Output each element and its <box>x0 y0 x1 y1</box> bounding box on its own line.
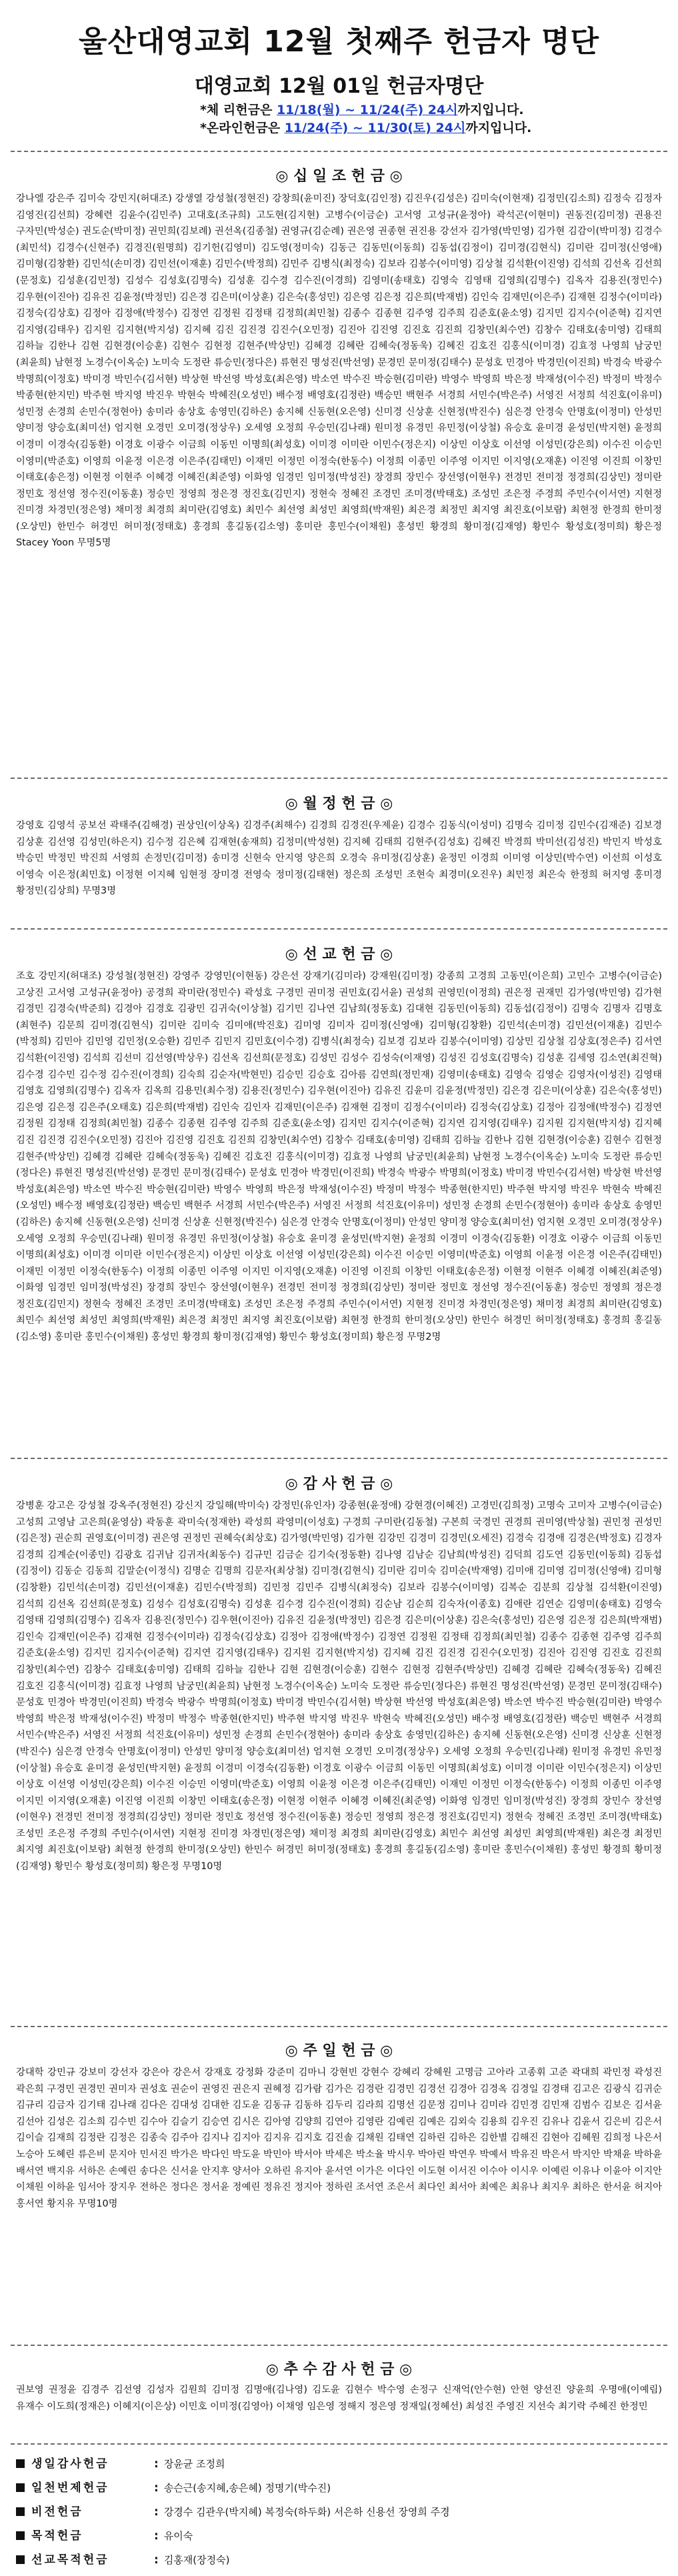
thanks-heading: ◎ 감 사 헌 금 ◎ <box>285 1476 393 1492</box>
divider <box>11 928 667 930</box>
tithe-heading: ◎ 십 일 조 헌 금 ◎ <box>275 168 403 185</box>
square-bullet-icon <box>16 2483 25 2492</box>
summary-label: 생일감사헌금 <box>31 2457 109 2471</box>
online-period-range: 11/24(주) ~ 11/30(토) 24시 <box>284 121 466 135</box>
summary-names: 김홍재(장정숙) <box>163 2554 230 2566</box>
deposit-period-line <box>200 100 524 118</box>
divider <box>11 2345 667 2346</box>
autumn-thanks-names: 권보영 권정윤 김경주 김선영 김성자 김원희 김미정 김명애(김나영) 김도윤 김현수 박수영 손정구 신재억(안수현) 안현 양선진 양윤희 우명애(이예림) 유재수 이도희(정재은) 이혜지(이은상) 이민호 이미정(김영아) 이채영 임은영 정해지 정은영 정재일(정혜선) 최성진 주영진 지선숙 최기락 주혜진 한정민 <box>16 2385 662 2412</box>
summary-row-thousand: 일천번제헌금 : 송슨근(송지혜,송은혜) 정명기(박수진) <box>16 2478 662 2495</box>
summary-names: 장윤균 조정희 <box>163 2458 225 2470</box>
monthly-names: 강영호 김영석 공보선 곽태주(김해경) 권상인(이상옥) 김경주(최해수) 김경희 김경진(우제윤) 김경수 김동식(이성미) 김명숙 김미정 김민수(김재준) 김보경 김상훈 김선영 김성민(하은지) 김수정 김은혜 김재현(송재희) 김정미(박성현) 김지혜 김태희 김현주(김성호) 김혜진 박경희 박미선(김성진) 박민지 박성호 박승민 박정민 박진희 서영희 손정민(김미정) 송미경 신현숙 안지영 양은희 오경숙 유미정(김상훈) 윤정민 이경희 이미영 이상민(박수연) 이선희 이성호 이영숙 이은정(최민호) 이정현 이지혜 임현정 장미경 전영숙 정미정(김태현) 정은희 조성민 조현숙 최경미(오진우) 최민정 최은숙 한정희 허지영 홍미경 황정민(김상희) 무명3명 <box>16 820 662 897</box>
summary-label: 비전헌금 <box>31 2505 83 2519</box>
square-bullet-icon <box>16 2459 25 2468</box>
online-period-prefix: *온라인헌금은 <box>200 121 285 135</box>
divider <box>11 151 667 152</box>
autumn-thanks-heading: ◎ 추 수 감 사 헌 금 ◎ <box>265 2361 413 2378</box>
mission-names: 조호 강민지(허대조) 강성철(정현진) 강영주 강영민(이현동) 강은선 강재기(김미라) 강재원(김미정) 강종희 고경희 고동민(이은희) 고민수 고병수(이금순) 고상진 고서영 고성규(윤정아) 공경희 곽미란(정민수) 곽성호 구경민 권미정 권민호(김서윤) 권성희 권영민(이정희) 권은정 권재민 김가영(박민영) 김가현 김경민 김경숙(박준희) 김경아 김경호 김광민 김귀숙(이상철) 김기민 김나연 김남희(정동호) 김대현 김동민(이동희) 김동섭(김정이) 김명숙 김명자 김명호(최현주) 김문희 김미경(김현식) 김미란 김미숙 김미애(박진호) 김미영 김미자 김미정(신영애) 김미형(김창환) 김민석(손미경) 김민선(이재훈) 김민수(박정희) 김민아 김민영 김민정(오승환) 김민주 김민지 김민호(이수경) 김병식(최정숙) 김보경 김보라 김봉수(이미영) 김상민 김상철 김상호(정은주) 김서연 김석환(이진영) 김석희 김선미 김선영(박상우) 김선옥 김선희(문정호) 김성민 김성수 김성숙(이재영) 김성진 김성호(김명숙) 김성훈 김세영 김소연(최진혁) 김수경 김수민 김수정 김수진(이경희) 김숙희 김순자(박현민) 김승민 김승호 김아름 김연희(정민재) 김영미(송태호) 김영숙 김영순 김영자(이성진) 김영태 김영호 김영희(김명수) 김옥자 김옥희 김용민(최수정) 김용진(정민수) 김우현(이진아) 김유진 김윤미 김윤정(박정민) 김은경 김은미(이상훈) 김은숙(홍성민) 김은영 김은정 김은주(오태호) 김은희(박재범) 김인숙 김인자 김재민(이은주) 김재현 김정미 김정수(이미라) 김정숙(김상호) 김정아 김정애(박정수) 김정연 김정원 김정태 김정희(최민철) 김종수 김종현 김주영 김주희 김준호(윤소영) 김지민 김지수(이준혁) 김지연 김지영(김태우) 김지원 김지현(박지성) 김지혜 김진 김진경 김진수(오민정) 김진아 김진영 김진호 김진희 김창민(최수연) 김창수 김태호(송미영) 김태희 김하늘 김한나 김현 김현경(이승훈) 김현수 김현정 김현주(박상민) 김혜경 김혜란 김혜숙(정동욱) 김혜진 김호진 김홍식(이미경) 김효정 나영희 남궁민(최윤희) 남현정 노경수(이옥순) 노미숙 도정란 류승민(정다은) 류현진 명성진(박선영) 문경민 문미정(김태수) 문성호 민경아 박경민(이진희) 박경숙 박광수 박명희(이정호) 박미경 박민수(김서현) 박상현 박선영 박성호(최은영) 박소연 박수진 박승현(김미란) 박영수 박영희 박은정 박재성(이수진) 박정미 박정수 박종현(한지민) 박주현 박지영 박진우 박현숙 박혜진(오성민) 배수정 배영호(김정란) 백승민 백현주 서경희 서민수(박은주) 서영진 서정희 석진호(이유미) 성민정 손경희 손민수(정현아) 송미라 송상호 송영민(김하은) 송지혜 신동현(오은영) 신미경 신상훈 신현정(박진수) 심은경 안경숙 안명호(이정미) 안성민 양미정 양승호(최미선) 엄지현 오경민 오미경(정상우) 오세영 오정희 우승민(김나래) 원미정 유경민 유민정(이상철) 유승호 윤미경 윤성민(박지현) 윤정희 이경미 이경숙(김동환) 이경호 이광수 이금희 이동민 이명희(최성호) 이미경 이미란 이민수(정은지) 이상민 이상호 이선영 이성민(강은희) 이수진 이승민 이영미(박준호) 이영희 이윤정 이은경 이은주(김태민) 이재민 이정민 이정숙(한동수) 이정희 이종민 이주영 이지민 이지영(오재훈) 이진영 이진희 이창민 이태호(송은정) 이현정 이현주 이혜경 이혜진(최준영) 이화영 임경민 임미정(박성진) 장경희 장민수 장선영(이현우) 전경민 전미정 정경희(김상민) 정미란 정민호 정선영 정수진(이동훈) 정승민 정영희 정은경 정진호(김민지) 정현숙 정혜진 조경민 조미경(박태호) 조성민 조은정 주경희 주민수(이서연) 지현정 진미경 차경민(정은영) 채미정 최경희 최미란(김영호) 최민수 최선영 최성민 최영희(박재원) 최은경 최정민 최지영 최진호(이보람) 최현정 한경희 한미정(오상민) 한민수 허경민 허미정(정태호) 홍경희 홍길동(김소영) 홍미란 홍민수(이채원) 홍성민 황경희 황미정(김재영) 황민수 황성호(정미희) 황은정 무명2명 <box>16 971 662 1343</box>
deposit-period-range: 11/18(월) ~ 11/24(주) 24시 <box>276 103 458 117</box>
deposit-period-suffix: 까지입니다. <box>457 103 524 117</box>
divider <box>11 2026 667 2027</box>
divider <box>11 778 667 779</box>
summary-names: 강경수 김관우(박지혜) 복정숙(하두화) 서은하 신용선 장영희 주경 <box>163 2506 450 2518</box>
square-bullet-icon <box>16 2555 25 2564</box>
summary-label: 목적헌금 <box>31 2529 83 2543</box>
tithe-names: 강나엘 강은주 김미숙 강민지(허대조) 강생열 강성철(정현진) 강창희(윤미진) 장덕호(김인정) 김진우(김성은) 김미숙(이현재) 김정민(김소희) 김정숙 김정자 김영진(김선희) 강혜련 김윤수(김민주) 고대호(조규희) 고도현(김지현) 고병수(이금순) 고서영 고성규(윤정아) 곽석곤(이현미) 권동진(김미정) 권용진 구자민(박성순) 권도순(박미정) 권민희(김보례) 권선옥(김종철) 권영규(김순례) 권은영 권종현 권진용 강선자 김가영(박민영) 김가현 김감이(박미정) 김경수(최민석) 김경수(신현주) 김경진(원명희) 김기헌(김영미) 김도영(정미숙) 김동근 김동민(이동희) 김동섭(김정이) 김미경(김현식) 김미란 김미정(신영애) 김미형(김창환) 김민석(손미경) 김민선(이재훈) 김민수(박정희) 김민주 김병식(최정숙) 김보라 김봉수(이미영) 김상철 김석환(이진영) 김석희 김선옥 김선희(문정호) 김성훈(김민정) 김성수 김성호(김명숙) 김성훈 김수경 김수진(이경희) 김영미(송태호) 김영숙 김영태 김영희(김명수) 김옥자 김용진(정민수) 김우현(이진아) 김유진 김윤정(박정민) 김은경 김은미(이상훈) 김은숙(홍성민) 김은영 김은정 김은희(박재범) 김인숙 김재민(이은주) 김재현 김정수(이미라) 김정숙(김상호) 김정아 김정애(박정수) 김정연 김정원 김정태 김정희(최민철) 김종수 김종현 김주영 김주희 김준호(윤소영) 김지민 김지수(이준혁) 김지연 김지영(김태우) 김지원 김지현(박지성) 김지혜 김진 김진경 김진수(오민정) 김진아 김진영 김진호 김진희 김창민(최수연) 김창수 김태호(송미영) 김태희 김하늘 김한나 김현 김현경(이승훈) 김현수 김현정 김현주(박상민) 김혜경 김혜란 김혜숙(정동욱) 김혜진 김호진 김홍식(이미경) 김효정 나영희 남궁민(최윤희) 남현정 노경수(이옥순) 노미숙 도정란 류승민(정다은) 류현진 명성진(박선영) 문경민 문미정(김태수) 문성호 민경아 박경민(이진희) 박경숙 박광수 박명희(이정호) 박미경 박민수(김서현) 박상현 박선영 박성호(최은영) 박소연 박수진 박승현(김미란) 박영수 박영희 박은정 박재성(이수진) 박정미 박정수 박종현(한지민) 박주현 박지영 박진우 박현숙 박혜진(오성민) 배수정 배영호(김정란) 백승민 백현주 서경희 서민수(박은주) 서영진 서정희 석진호(이유미) 성민정 손경희 손민수(정현아) 송미라 송상호 송영민(김하은) 송지혜 신동현(오은영) 신미경 신상훈 신현정(박진수) 심은경 안경숙 안명호(이정미) 안성민 양미정 양승호(최미선) 엄지현 오경민 오미경(정상우) 오세영 오정희 우승민(김나래) 원미정 유경민 유민정(이상철) 유승호 윤미경 윤성민(박지현) 윤정희 이경미 이경숙(김동환) 이경호 이광수 이금희 이동민 이명희(최성호) 이미경 이미란 이민수(정은지) 이상민 이상호 이선영 이성민(강은희) 이수진 이승민 이영미(박준호) 이영희 이윤정 이은경 이은주(김태민) 이재민 이정민 이정숙(한동수) 이정희 이종민 이주영 이지민 이지영(오재훈) 이진영 이진희 이창민 이태호(송은정) 이현정 이현주 이혜경 이혜진(최준영) 이화영 임경민 임미정(박성진) 장경희 장민수 장선영(이현우) 전경민 전미정 정경희(김상민) 정미란 정민호 정선영 정수진(이동훈) 정승민 정영희 정은경 정진호(김민지) 정현숙 정혜진 조경민 조미경(박태호) 조성민 조은정 주경희 주민수(이서연) 지현정 진미경 차경민(정은영) 채미정 최경희 최미란(김영호) 최민수 최선영 최성민 최영희(박재원) 최은경 최정민 최지영 최진호(이보람) 최현정 한경희 한미정(오상민) 한민수 허경민 허미정(정태호) 홍경희 홍길동(김소영) 홍미란 홍민수(이채원) 홍성민 황경희 황미정(김재영) 황민수 황성호(정미희) 황은정 Stacey Yoon 무명5명 <box>16 193 662 549</box>
mission-heading: ◎ 선 교 헌 금 ◎ <box>285 946 393 963</box>
summary-row-mission-purpose: 선교목적헌금 : 김홍재(장정숙) <box>16 2550 662 2567</box>
summary-names: 유이숙 <box>163 2530 193 2542</box>
summary-row-vision: 비전헌금 : 강경수 김관우(박지혜) 복정숙(하두화) 서은하 신용선 장영희 주경 <box>16 2502 662 2519</box>
thanks-names: 강병훈 강고은 강성철 강옥주(정현진) 강신지 강일해(박미숙) 강정민(유인자) 강종현(윤정애) 강현경(이혜진) 고경민(김희정) 고명숙 고미자 고병수(이금순) 고성희 고영남 고은희(윤영삼) 곽동훈 곽미숙(정재한) 곽성희 곽영미(이성호) 구경희 구미란(김동철) 구본희 국경민 권경희 권미영(박상철) 권민정 권성민(김은정) 권순희 권영호(이미경) 권은영 권정민 권혜숙(최상호) 김가영(박민영) 김가현 김강민 김경미 김경민(오세진) 김경숙 김경애 김경은(박정호) 김경자 김경희 김계순(이종민) 김광호 김귀남 김귀자(최동수) 김규민 김금순 김기숙(정동환) 김나영 김남순 김남희(박성진) 김덕희 김도연 김동민(이동희) 김동섭(김정이) 김동순 김동희 김말순(이정식) 김명순 김명희 김문자(최상철) 김미경(김현식) 김미란 김미숙 김미순(박재영) 김미애 김미영 김미정(신영애) 김미형(김창환) 김민석(손미경) 김민선(이재훈) 김민수(박정희) 김민정 김민주 김병식(최정숙) 김보라 김봉수(이미영) 김복순 김분희 김상철 김석환(이진영) 김석희 김선옥 김선희(문정호) 김성수 김성호(김명숙) 김성훈 김수경 김수진(이경희) 김순남 김순희 김숙자(이종호) 김애란 김연순 김영미(송태호) 김영숙 김영태 김영희(김명수) 김옥자 김용진(정민수) 김우현(이진아) 김유진 김윤정(박정민) 김은경 김은미(이상훈) 김은숙(홍성민) 김은영 김은정 김은희(박재범) 김인숙 김재민(이은주) 김재현 김정수(이미라) 김정숙(김상호) 김정아 김정애(박정수) 김정연 김정원 김정태 김정희(최민철) 김종수 김종현 김주영 김주희 김준호(윤소영) 김지민 김지수(이준혁) 김지연 김지영(김태우) 김지원 김지현(박지성) 김지혜 김진 김진경 김진수(오민정) 김진아 김진영 김진호 김진희 김창민(최수연) 김창수 김태호(송미영) 김태희 김하늘 김한나 김현 김현경(이승훈) 김현수 김현정 김현주(박상민) 김혜경 김혜란 김혜숙(정동욱) 김혜진 김호진 김홍식(이미경) 김효정 나영희 남궁민(최윤희) 남현정 노경수(이옥순) 노미숙 도정란 류승민(정다은) 류현진 명성진(박선영) 문경민 문미정(김태수) 문성호 민경아 박경민(이진희) 박경숙 박광수 박명희(이정호) 박미경 박민수(김서현) 박상현 박선영 박성호(최은영) 박소연 박수진 박승현(김미란) 박영수 박영희 박은정 박재성(이수진) 박정미 박정수 박종현(한지민) 박주현 박지영 박진우 박현숙 박혜진(오성민) 배수정 배영호(김정란) 백승민 백현주 서경희 서민수(박은주) 서영진 서정희 석진호(이유미) 성민정 손경희 손민수(정현아) 송미라 송상호 송영민(김하은) 송지혜 신동현(오은영) 신미경 신상훈 신현정(박진수) 심은경 안경숙 안명호(이정미) 안성민 양미정 양승호(최미선) 엄지현 오경민 오미경(정상우) 오세영 오정희 우승민(김나래) 원미정 유경민 유민정(이상철) 유승호 윤미경 윤성민(박지현) 윤정희 이경미 이경숙(김동환) 이경호 이광수 이금희 이동민 이명희(최성호) 이미경 이미란 이민수(정은지) 이상민 이상호 이선영 이성민(강은희) 이수진 이승민 이영미(박준호) 이영희 이윤정 이은경 이은주(김태민) 이재민 이정민 이정숙(한동수) 이정희 이종민 이주영 이지민 이지영(오재훈) 이진영 이진희 이창민 이태호(송은정) 이현정 이현주 이혜경 이혜진(최준영) 이화영 임경민 임미정(박성진) 장경희 장민수 장선영(이현우) 전경민 전미정 정경희(김상민) 정미란 정민호 정선영 정수진(이동훈) 정승민 정영희 정은경 정진호(김민지) 정현숙 정혜진 조경민 조미경(박태호) 조성민 조은정 주경희 주민수(이서연) 지현정 진미경 차경민(정은영) 채미정 최경희 최미란(김영호) 최민수 최선영 최성민 최영희(박재원) 최은경 최정민 최지영 최진호(이보람) 최현정 한경희 한미정(오상민) 한민수 허경민 허미정(정태호) 홍경희 홍길동(김소영) 홍미란 홍민수(이채원) 홍성민 황경희 황미정(김재영) 황민수 황성호(정미희) 황은정 무명10명 <box>16 1500 662 1872</box>
summary-label: 일천번제헌금 <box>31 2481 109 2495</box>
summary-row-purpose: 목적헌금 : 유이숙 <box>16 2526 662 2543</box>
summary-names: 송슨근(송지혜,송은혜) 정명기(박수진) <box>163 2482 331 2494</box>
page-title: 울산대영교회 12월 첫째주 헌금자 명단 <box>78 25 600 59</box>
online-period-line <box>200 118 531 136</box>
deposit-period-prefix: *체 리헌금은 <box>200 103 277 117</box>
divider <box>11 2443 667 2445</box>
summary-label: 선교목적헌금 <box>31 2553 109 2567</box>
online-period-suffix: 까지입니다. <box>465 121 532 135</box>
page-subtitle: 대영교회 12월 01일 헌금자명단 <box>194 75 484 98</box>
divider <box>11 1458 667 1459</box>
summary-row-birthday: 생일감사헌금 : 장윤균 조정희 <box>16 2454 662 2471</box>
square-bullet-icon <box>16 2507 25 2516</box>
monthly-heading: ◎ 월 정 헌 금 ◎ <box>285 796 393 812</box>
square-bullet-icon <box>16 2531 25 2540</box>
sunday-names: 강대학 강민규 강보미 강선자 강은아 강은서 강재호 강정화 강준미 김마니 강현빈 강현수 강혜리 강혜원 고명금 고아라 고종휘 고준 곽대희 곽민정 곽성진 곽은희 구경민 권경민 권미자 권성호 권순이 권영진 권은지 권혜정 김가람 김가은 김경란 김경민 김경선 김경아 김경옥 김경일 김경태 김고은 김광식 김귀순 김규리 김금자 김기태 김나래 김다은 김대성 김대한 김도윤 김동규 김동하 김두리 김라희 김명선 김문정 김미나 김미라 김민경 김민재 김범수 김보은 김서윤 김선아 김성은 김소희 김수빈 김수아 김슬기 김승연 김시은 김아영 김양희 김연아 김영란 김예린 김예은 김외숙 김용희 김우진 김유나 김윤서 김은비 김은서 김이슬 김재희 김정란 김정은 김종숙 김주아 김지나 김지아 김지유 김지호 김진솔 김채원 김태연 김하린 김하은 김한별 김해진 김현아 김혜원 김희정 나은서 노승아 도혜린 류은비 문지아 민서진 박가은 박다인 박도윤 박민아 박서아 박세은 박소율 박시우 박아린 박연우 박예서 박유진 박은서 박지안 박채윤 박하윤 배서연 백지유 서하은 손예린 송다은 신서윤 안지후 양서아 오하린 유지아 윤서연 이가은 이다인 이도현 이서진 이수아 이시우 이예린 이유나 이윤아 이지안 이채원 이하윤 임서아 장지우 전하은 정다은 정서윤 정예린 정유진 정지아 정하린 조서연 조은서 최다인 최서아 최예은 최유나 최지우 최하은 한서윤 허지아 홍서연 황지유 무명10명 <box>16 2067 662 2209</box>
sunday-heading: ◎ 주 일 헌 금 ◎ <box>285 2043 393 2059</box>
